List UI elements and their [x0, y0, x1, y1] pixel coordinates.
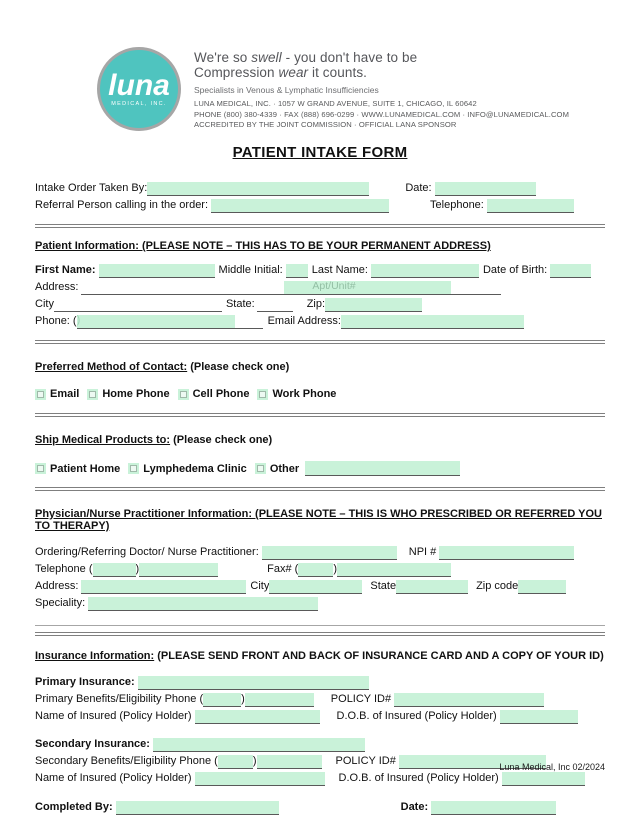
company-accreditation-line: ACCREDITED BY THE JOINT COMMISSION · OFFICIAL LANA SPONSOR: [194, 120, 457, 129]
primary-phone-paren: ): [241, 693, 245, 705]
home-phone-checkbox[interactable]: [87, 389, 98, 400]
logo-wordmark: luna: [108, 68, 170, 102]
primary-insurance-label: Primary Insurance:: [35, 676, 135, 688]
speciality-label: Speciality:: [35, 597, 86, 609]
lymphedema-clinic-checkbox[interactable]: [128, 463, 139, 474]
physician-zip-label: Zip code: [476, 580, 519, 592]
ship-to-heading-note: (Please check one): [173, 434, 273, 446]
zip-label: Zip:: [306, 298, 326, 310]
physician-state-field[interactable]: [396, 580, 468, 594]
cell-phone-checkbox[interactable]: [178, 389, 189, 400]
primary-phone-area-field[interactable]: [203, 693, 241, 707]
primary-insured-dob-label: D.O.B. of Insured (Policy Holder): [336, 710, 497, 722]
intake-date-field[interactable]: [435, 182, 536, 196]
primary-phone-field[interactable]: [245, 693, 314, 707]
address-field[interactable]: [81, 281, 284, 295]
contact-method-heading-note: (Please check one): [190, 361, 290, 373]
primary-policy-field[interactable]: [394, 693, 544, 707]
state-field[interactable]: [257, 298, 293, 312]
primary-policy-label: POLICY ID#: [330, 693, 392, 705]
other-field[interactable]: [305, 461, 460, 476]
contact-method-heading-text: Preferred Method of Contact:: [35, 361, 188, 373]
physician-telephone-paren: ): [135, 563, 140, 575]
physician-heading: Physician/Nurse Practitioner Information: (PLEASE NOTE – THIS IS WHO PRESCRIBED OR REFERRED YOU TO THERAPY): [35, 508, 602, 532]
physician-city-label: City: [250, 580, 270, 592]
checkbox-box: [180, 391, 187, 398]
section-divider: [35, 632, 605, 636]
apt-unit-label: Apt/Unit#: [312, 280, 356, 292]
insurance-heading: [35, 650, 605, 662]
other-option-label: Other: [269, 462, 300, 475]
lymphedema-clinic-option-label: Lymphedema Clinic: [143, 462, 247, 475]
ordering-doctor-label: Ordering/Referring Doctor/ Nurse Practitioner:: [35, 546, 259, 558]
secondary-insured-dob-label: D.O.B. of Insured (Policy Holder): [338, 772, 499, 784]
section-divider: [35, 340, 605, 344]
intake-taken-by-field[interactable]: [147, 182, 369, 196]
primary-insurance-field[interactable]: [138, 676, 369, 690]
patient-phone-row: [35, 314, 605, 329]
primary-insured-label: Name of Insured (Policy Holder): [35, 710, 192, 722]
middle-initial-label: Middle Initial:: [218, 264, 283, 276]
npi-label: NPI #: [408, 546, 437, 558]
footer-version: Luna Medical, Inc 02/2024: [499, 762, 605, 772]
phone-field[interactable]: [77, 315, 235, 329]
completed-by-label: Completed By:: [35, 801, 113, 813]
logo-subtext: MEDICAL, INC.: [111, 100, 167, 107]
physician-telephone-label: Telephone (: [35, 563, 93, 575]
referral-label: Referral Person calling in the order:: [35, 199, 209, 211]
phone-label: Phone: (: [35, 315, 77, 327]
last-name-label: Last Name:: [311, 264, 368, 276]
ordering-doctor-field[interactable]: [262, 546, 397, 560]
referral-field[interactable]: [211, 199, 389, 213]
physician-address-field[interactable]: [81, 580, 246, 594]
email-option-label: Email: [50, 388, 80, 400]
tagline-l2a: Compression: [194, 65, 279, 80]
contact-method-options: [35, 388, 605, 400]
secondary-policy-label: POLICY ID#: [335, 755, 396, 767]
contact-method-heading: [35, 361, 605, 373]
primary-phone-label: Primary Benefits/Eligibility Phone (: [35, 693, 204, 705]
work-phone-checkbox[interactable]: [257, 389, 268, 400]
npi-field[interactable]: [439, 546, 574, 560]
secondary-phone-area-field[interactable]: [218, 755, 253, 769]
company-address-line: LUNA MEDICAL, INC. · 1057 W GRAND AVENUE, SUITE 1, CHICAGO, IL 60642: [194, 99, 477, 108]
checkbox-box: [89, 391, 96, 398]
tagline-l1c: - you don't have to be: [281, 50, 418, 65]
patient-info-heading: Patient Information: (PLEASE NOTE – THIS HAS TO BE YOUR PERMANENT ADDRESS): [35, 240, 491, 252]
completed-date-label: Date:: [400, 801, 429, 813]
home-phone-option-label: Home Phone: [102, 388, 170, 400]
physician-state-label: State: [370, 580, 397, 592]
fax-label: Fax# (: [267, 563, 299, 575]
checkbox-box: [259, 391, 266, 398]
phone-field-tail[interactable]: [235, 315, 263, 329]
checkbox-box: [257, 465, 264, 472]
completed-date-field[interactable]: [431, 801, 556, 815]
section-divider: [35, 224, 605, 228]
physician-telephone-area-field[interactable]: [93, 563, 136, 577]
section-divider: [35, 487, 605, 491]
patient-name-row: [35, 263, 605, 278]
intake-telephone-field[interactable]: [487, 199, 574, 213]
checkbox-box: [37, 465, 44, 472]
first-name-field[interactable]: [99, 264, 215, 278]
physician-city-field[interactable]: [269, 580, 362, 594]
primary-insured-row: [35, 709, 605, 724]
tagline-l1a: We're so: [194, 50, 252, 65]
secondary-insurance-field[interactable]: [153, 738, 365, 752]
checkbox-box: [37, 391, 44, 398]
page-title: PATIENT INTAKE FORM: [232, 144, 408, 161]
phone-paren-close: ): [76, 314, 81, 326]
physician-address-row: [35, 579, 605, 594]
primary-phone-row: [35, 692, 605, 707]
physician-address-label: Address:: [35, 580, 79, 592]
email-field[interactable]: [341, 315, 524, 329]
cell-phone-option-label: Cell Phone: [192, 388, 250, 400]
thin-divider: [35, 625, 605, 626]
primary-insured-dob-field[interactable]: [500, 710, 578, 724]
ship-to-options: [35, 461, 605, 476]
address-label: Address:: [35, 281, 79, 293]
city-field[interactable]: [54, 298, 222, 312]
physician-doctor-row: [35, 545, 605, 560]
tagline: [194, 50, 569, 80]
physician-phone-row: [35, 562, 605, 577]
work-phone-option-label: Work Phone: [272, 388, 337, 400]
tagline-l1b: swell: [251, 50, 282, 65]
physician-speciality-row: [35, 596, 605, 611]
header-text: [194, 47, 569, 131]
fax-area-field[interactable]: [298, 563, 333, 577]
zip-field[interactable]: [325, 298, 422, 312]
address-field-tail[interactable]: [451, 281, 501, 295]
secondary-insured-field[interactable]: [195, 772, 325, 786]
apt-unit-field[interactable]: [284, 281, 451, 295]
patient-home-checkbox[interactable]: [35, 463, 46, 474]
dob-label: Date of Birth:: [482, 264, 548, 276]
completed-by-row: [35, 800, 605, 815]
ship-to-heading: [35, 434, 605, 446]
patient-home-option-label: Patient Home: [50, 462, 121, 475]
physician-zip-field[interactable]: [518, 580, 566, 594]
last-name-field[interactable]: [371, 264, 479, 278]
specialists-line: Specialists in Venous & Lymphatic Insufficiencies: [194, 85, 379, 95]
section-divider: [35, 413, 605, 417]
tagline-l2b: wear: [278, 65, 309, 80]
secondary-phone-field[interactable]: [257, 755, 322, 769]
primary-insured-field[interactable]: [195, 710, 320, 724]
insurance-heading-note: (PLEASE SEND FRONT AND BACK OF INSURANCE CARD AND A COPY OF YOUR ID): [157, 650, 604, 662]
other-checkbox[interactable]: [255, 463, 266, 474]
email-checkbox[interactable]: [35, 389, 46, 400]
intake-telephone-label: Telephone:: [430, 199, 484, 211]
company-phone-line: PHONE (800) 380-4339 · FAX (888) 696-0299 · WWW.LUNAMEDICAL.COM · INFO@LUNAMEDICAL.COM: [194, 109, 569, 119]
checkbox-box: [130, 465, 137, 472]
luna-logo: [97, 47, 181, 131]
company-contact-block: [194, 99, 569, 131]
secondary-phone-label: Secondary Benefits/Eligibility Phone (: [35, 755, 218, 767]
header: [97, 47, 605, 131]
secondary-insured-dob-field[interactable]: [502, 772, 585, 786]
completed-by-field[interactable]: [116, 801, 279, 815]
secondary-phone-paren: ): [252, 755, 257, 767]
intake-date-label: Date:: [405, 182, 432, 194]
physician-telephone-field[interactable]: [139, 563, 218, 577]
tagline-l2c: it counts.: [308, 65, 368, 80]
state-label: State:: [225, 298, 255, 310]
fax-paren: ): [333, 563, 338, 575]
insurance-heading-text: Insurance Information:: [35, 650, 155, 662]
intake-taken-by-row: [35, 181, 605, 196]
patient-address-row: [35, 280, 605, 295]
speciality-field[interactable]: [88, 597, 318, 611]
referral-row: [35, 198, 605, 213]
fax-field[interactable]: [337, 563, 451, 577]
primary-insurance-row: [35, 675, 605, 690]
dob-field[interactable]: [550, 264, 591, 278]
email-label: Email Address:: [267, 315, 341, 327]
intake-taken-by-label: Intake Order Taken By:: [35, 182, 148, 194]
first-name-label: First Name:: [35, 264, 96, 276]
secondary-insured-label: Name of Insured (Policy Holder): [35, 772, 192, 784]
city-label: City: [35, 298, 54, 310]
secondary-insured-row: [35, 771, 605, 786]
secondary-insurance-row: [35, 737, 605, 752]
secondary-insurance-label: Secondary Insurance:: [35, 738, 150, 750]
middle-initial-field[interactable]: [286, 264, 308, 278]
ship-to-heading-text: Ship Medical Products to:: [35, 434, 171, 446]
patient-city-row: [35, 297, 605, 312]
